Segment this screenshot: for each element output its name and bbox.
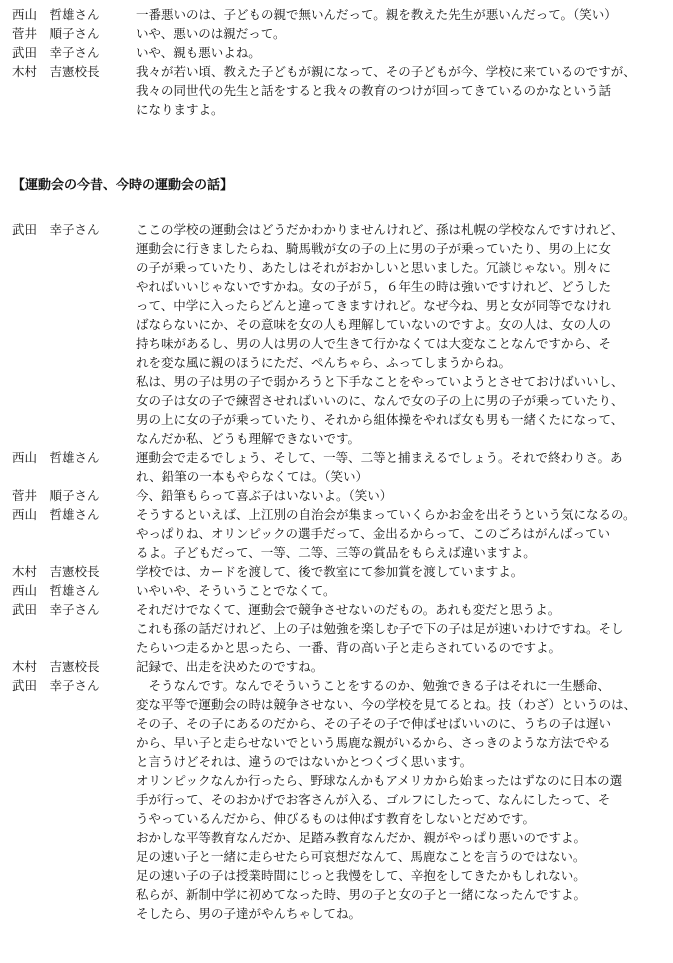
speech-text (136, 562, 666, 581)
speech-line: やっぱりね、オリンピックの選手だって、金出るからって、このごろはがんばってい (136, 526, 611, 541)
speech-line: そしたら、男の子達がやんちゃしてね。 (136, 906, 362, 921)
speech-line: 変な平等で運動会の時は競争させない、今の学校を見てるとね。技（わざ）というのは、 (136, 697, 637, 712)
speaker-name: 菅井 順子さん (12, 488, 100, 503)
speech-line: るよ。子どもだって、一等、二等、三等の賞品をもらえば違いますよ。 (136, 545, 536, 560)
speech-line: なんだか私、どうも理解できないです。 (136, 431, 361, 446)
dialogue-main-section (0, 220, 673, 923)
speech-line: ここの学校の運動会はどうだかわかりませんけれど、孫は札幌の学校なんですけれど、 (136, 222, 624, 237)
speech-line: れ、鉛筆の一本もやらなくては。（笑い） (136, 469, 369, 484)
speech-text (136, 486, 666, 505)
speech-line: そうするといえば、上江別の自治会が集まっていくらかお金を出そうという気になるの。 (136, 507, 636, 522)
speech-line: と言うけどそれは、違うのではないかとつくづく思います。 (136, 754, 473, 769)
speech-line: 私は、男の子は男の子で弱かろうと下手なことをやっていようとさせておけばいいし、 (136, 374, 624, 389)
speech-line: いや、悪いのは親だって。 (136, 26, 286, 41)
speech-line: 運動会で走るでしょう、そして、一等、二等と捕まえるでしょう。それで終わりさ。あ (136, 450, 623, 465)
speech-line: 私らが、新制中学に初めてなった時、男の子と女の子と一緒になったんですよ。 (136, 887, 587, 902)
speech-line: その子、その子にあるのだから、その子その子で伸ばせばいいのに、うちの子は遅い (136, 716, 612, 731)
dialogue-entry (0, 43, 673, 62)
speaker-name: 武田 幸子さん (12, 602, 100, 617)
speech-line: 記録で、出走を決めたのですね。 (136, 659, 324, 674)
dialogue-entry (0, 62, 673, 119)
dialogue-entry (0, 448, 673, 486)
speaker-name: 西山 哲雄さん (12, 7, 100, 22)
speech-line: いやいや、そういうことでなくて。 (136, 583, 336, 598)
speech-line: これも孫の話だけれど、上の子は勉強を楽しむ子で下の子は足が速いわけですね。そし (136, 621, 624, 636)
speech-line: 我々の同世代の先生と話をすると我々の教育のつけが回ってきているのかなという話 (136, 83, 612, 98)
dialogue-entry (0, 24, 673, 43)
speech-line: うやっているんだから、伸びるものは伸ばす教育をしないとだめです。 (136, 811, 536, 826)
speech-line: オリンピックなんか行ったら、野球なんかもアメリカから始まったはずなのに日本の選 (136, 773, 623, 788)
speech-line: いや、親も悪いよね。 (136, 45, 261, 60)
dialogue-entry (0, 486, 673, 505)
speaker-name: 武田 幸子さん (12, 222, 100, 237)
speech-line: たらいつ走るかと思ったら、一番、背の高い子と走らされているのですよ。 (136, 640, 562, 655)
speech-line: おかしな平等教育なんだか、足踏み教育なんだか、親がやっぱり悪いのですよ。 (136, 830, 587, 845)
dialogue-entry (0, 505, 673, 562)
speech-line: 手が行って、そのおかげでお客さんが入る、ゴルフにしたって、なんにしたって、そ (136, 792, 611, 807)
speech-line: 今、鉛筆もらって喜ぶ子はいないよ。（笑い） (136, 488, 393, 503)
speech-text (136, 657, 666, 676)
speech-line: 持ち味があるし、男の人は男の人で生きて行かなくては大変なことなんですから、そ (136, 336, 612, 351)
speech-text (136, 676, 666, 923)
speaker-name: 木村 吉憲校長 (12, 659, 100, 674)
speech-line: やればいいじゃないですかね。女の子が５，６年生の時は強いですけれど、どうした (136, 279, 612, 294)
speaker-name: 武田 幸子さん (12, 45, 100, 60)
speech-line: 男の上に女の子が乗っていたり、それから組体操をやれば女も男も一緒くたになって、 (136, 412, 624, 427)
speaker-name: 西山 哲雄さん (12, 583, 100, 598)
speech-text (136, 5, 666, 24)
speech-line: から、早い子と走らせないでという馬鹿な親がいるから、さっきのような方法でやる (136, 735, 611, 750)
speech-line: って、中学に入ったらどんと違ってきますけれど。なぜ今ね、男と女が同等でなけれ (136, 298, 611, 313)
speech-text (136, 581, 666, 600)
speech-line: 一番悪いのは、子どもの親で無いんだって。親を教えた先生が悪いんだって。（笑い） (136, 7, 617, 22)
speech-text (136, 448, 666, 486)
dialogue-top-section (0, 5, 673, 119)
speech-line: ばならないにか、その意味を女の人も理解していないのですよ。女の人は、女の人の (136, 317, 612, 332)
dialogue-entry (0, 220, 673, 448)
dialogue-entry (0, 5, 673, 24)
speaker-name: 木村 吉憲校長 (12, 64, 100, 79)
dialogue-entry (0, 562, 673, 581)
speech-text (136, 43, 666, 62)
speaker-name: 菅井 順子さん (12, 26, 100, 41)
speech-text (136, 505, 666, 562)
speech-line: 我々が若い頃、教えた子どもが親になって、その子どもが今、学校に来ているのですが、 (136, 64, 636, 79)
section-heading: 【運動会の今昔、今時の運動会の話】 (12, 178, 234, 193)
speaker-name: 西山 哲雄さん (12, 450, 100, 465)
speech-text (136, 62, 666, 119)
speech-line: になりますよ。 (136, 102, 224, 117)
dialogue-entry (0, 657, 673, 676)
speech-line: 足の速い子と一緒に走らせたら可哀想だなんて、馬鹿なことを言うのではない。 (136, 849, 586, 864)
speaker-name: 木村 吉憲校長 (12, 564, 100, 579)
dialogue-entry (0, 600, 673, 657)
speech-text (136, 220, 666, 448)
speech-line: 学校では、カードを渡して、後で教室にて参加賞を渡していますよ。 (136, 564, 524, 579)
dialogue-entry (0, 676, 673, 923)
speech-line: 足の速い子の子は授業時間にじっと我慢をして、辛抱をしてきたかもしれない。 (136, 868, 586, 883)
speech-line: の子が乗っていたり、あたしはそれがおかしいと思いました。冗談じゃない。別々に (136, 260, 612, 275)
speech-text (136, 24, 666, 43)
speech-line: 女の子は女の子で練習させればいいのに、なんで女の子の上に男の子が乗っていたり、 (136, 393, 624, 408)
speech-line: そうなんです。なんでそういうことをするのか、勉強できる子はそれに一生懸命、 (136, 678, 611, 693)
speaker-name: 武田 幸子さん (12, 678, 100, 693)
speech-line: れを変な風に親のほうにただ、ぺんちゃら、ふってしまうからね。 (136, 355, 512, 370)
speech-text (136, 600, 666, 657)
speaker-name: 西山 哲雄さん (12, 507, 100, 522)
speech-line: 運動会に行きましたらね、騎馬戦が女の子の上に男の子が乗っていたり、男の上に女 (136, 241, 612, 256)
dialogue-entry (0, 581, 673, 600)
speech-line: それだけでなくて、運動会で競争させないのだもの。あれも変だと思うよ。 (136, 602, 561, 617)
